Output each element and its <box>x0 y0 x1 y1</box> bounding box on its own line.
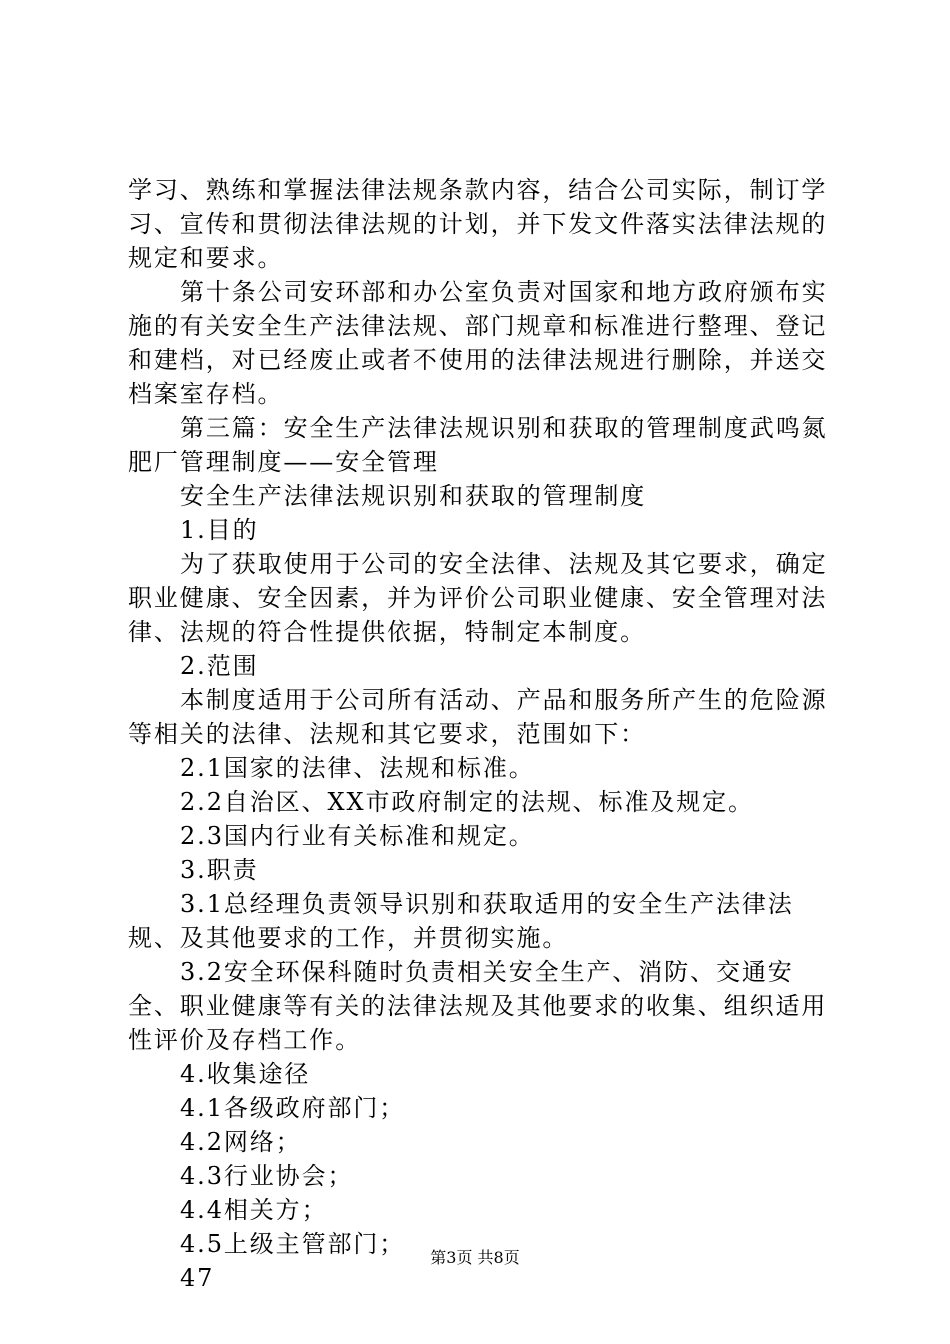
paragraph: 第十条公司安环部和办公室负责对国家和地方政府颁布实施的有关安全生产法律法规、部门规章和标准进行整理、登记和建档，对已经废止或者不使用的法律法规进行删除，并送交档案室存档。 <box>128 278 828 408</box>
paragraph: 为了获取使用于公司的安全法律、法规及其它要求，确定职业健康、安全因素，并为评价公司职业健康、安全管理对法律、法规的符合性提供依据，特制定本制度。 <box>128 550 828 646</box>
section-heading: 4.收集途径 <box>180 1060 311 1088</box>
section-heading: 1.目的 <box>180 516 259 544</box>
list-item: 4.1各级政府部门； <box>180 1094 406 1122</box>
paragraph: 47 <box>180 1264 215 1292</box>
paragraph: 学习、熟练和掌握法律法规条款内容，结合公司实际，制订学习、宣传和贯彻法律法规的计划，并下发文件落实法律法规的规定和要求。 <box>128 176 828 272</box>
section-heading: 2.范围 <box>180 652 259 680</box>
section-heading: 3.职责 <box>180 856 259 884</box>
paragraph-heading: 第三篇：安全生产法律法规识别和获取的管理制度武鸣氮肥厂管理制度——安全管理 <box>128 414 828 476</box>
list-item: 2.2自治区、XX市政府制定的法规、标准及规定。 <box>180 788 754 816</box>
list-item: 4.3行业协会； <box>180 1162 354 1190</box>
list-item: 2.3国内行业有关标准和规定。 <box>180 822 535 850</box>
list-item: 3.1总经理负责领导识别和获取适用的安全生产法律法规、及其他要求的工作，并贯彻实施。 <box>128 890 794 952</box>
list-item: 4.5上级主管部门； <box>180 1230 406 1258</box>
document-body <box>128 173 838 1295</box>
list-item: 2.1国家的法律、法规和标准。 <box>180 754 535 782</box>
page-footer <box>0 1245 950 1268</box>
list-item: 4.4相关方； <box>180 1196 328 1224</box>
paragraph-heading: 安全生产法律法规识别和获取的管理制度 <box>180 482 647 510</box>
page-number-label: 第3页 共8页 <box>430 1248 520 1267</box>
paragraph: 本制度适用于公司所有活动、产品和服务所产生的危险源等相关的法律、法规和其它要求，范围如下： <box>128 686 828 748</box>
list-item: 4.2网络； <box>180 1128 302 1156</box>
list-item: 3.2安全环保科随时负责相关安全生产、消防、交通安全、职业健康等有关的法律法规及其他要求的收集、组织适用性评价及存档工作。 <box>128 958 828 1054</box>
